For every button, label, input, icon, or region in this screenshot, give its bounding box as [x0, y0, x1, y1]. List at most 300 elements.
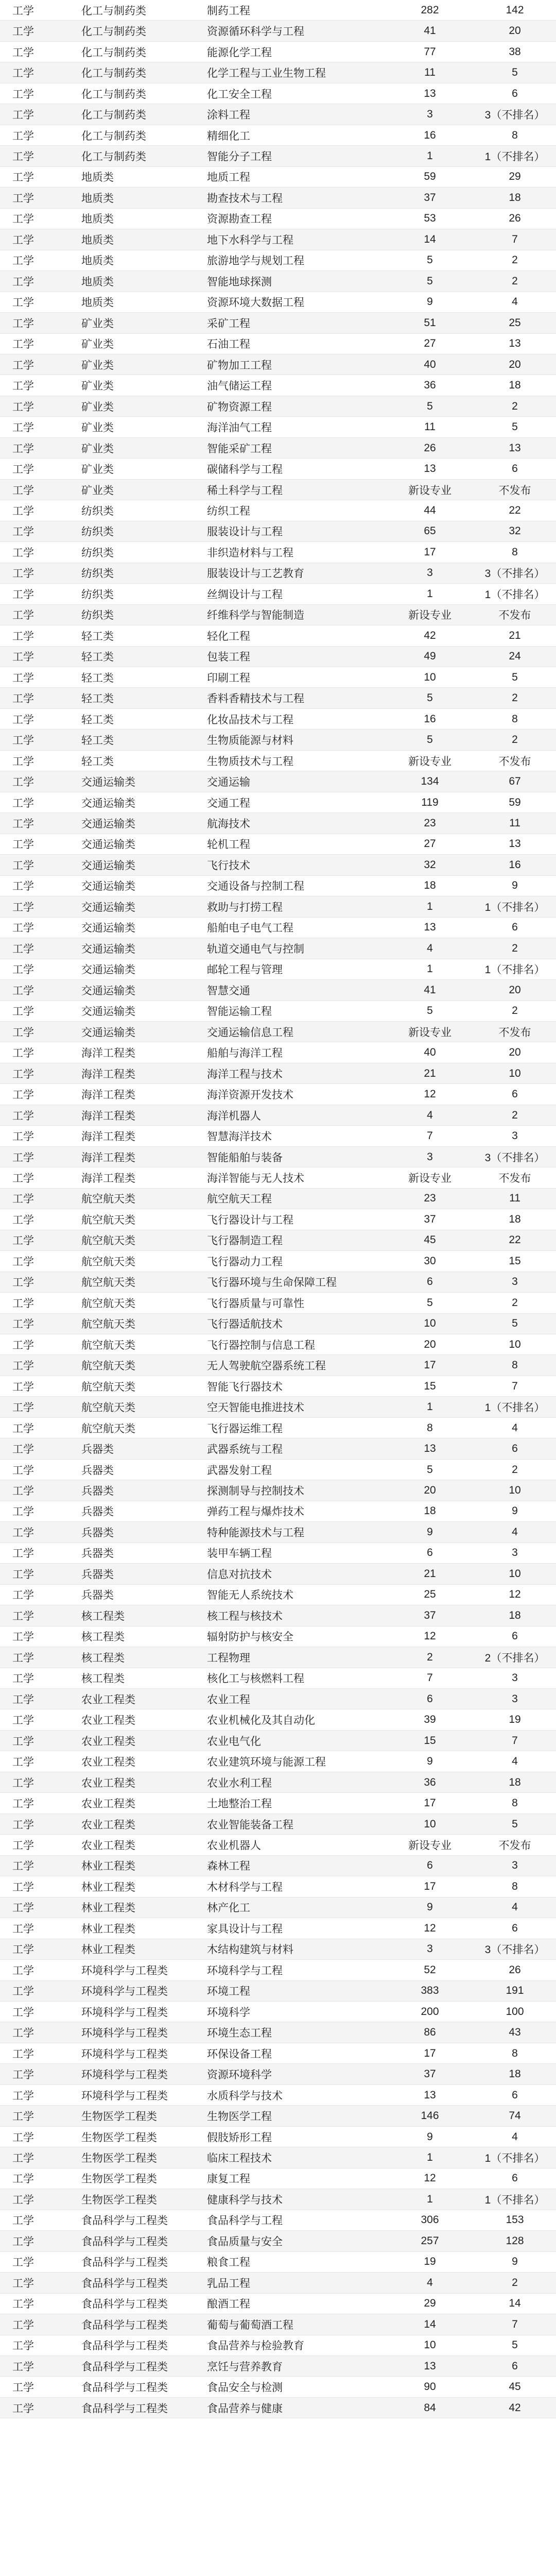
discipline-cell: 工学	[12, 151, 34, 163]
ranked-count-cell: 3	[512, 1672, 518, 1684]
major-name-cell: 装甲车辆工程	[207, 1548, 272, 1560]
major-name-cell: 林产化工	[207, 1902, 250, 1914]
category-cell: 食品科学与工程类	[81, 2402, 168, 2415]
discipline-cell: 工学	[12, 1256, 34, 1268]
table-row	[0, 688, 556, 708]
discipline-cell: 工学	[12, 2402, 34, 2415]
category-cell: 地质类	[81, 213, 114, 226]
major-name-cell: 碳储科学与工程	[207, 464, 283, 476]
major-name-cell: 非织造材料与工程	[207, 547, 293, 559]
discipline-cell: 工学	[12, 2111, 34, 2123]
category-cell: 地质类	[81, 192, 114, 205]
table-row	[0, 1751, 556, 1772]
institution-count-cell: 5	[427, 254, 433, 266]
category-cell: 食品科学与工程类	[81, 2361, 168, 2373]
major-name-cell: 化学工程与工业生物工程	[207, 67, 326, 80]
discipline-cell: 工学	[12, 46, 34, 59]
discipline-cell: 工学	[12, 1485, 34, 1498]
table-row	[0, 167, 556, 188]
institution-count-cell: 37	[424, 1609, 436, 1621]
category-cell: 交通运输类	[81, 985, 135, 997]
category-cell: 矿业类	[81, 359, 114, 371]
category-cell: 环境科学与工程类	[81, 2006, 168, 2019]
table-row	[0, 1918, 556, 1939]
category-cell: 食品科学与工程类	[81, 2382, 168, 2394]
category-cell: 交通运输类	[81, 964, 135, 976]
ranked-count-cell: 5	[512, 421, 518, 433]
discipline-cell: 工学	[12, 1777, 34, 1789]
table-row	[0, 271, 556, 292]
major-name-cell: 香料香精技术与工程	[207, 693, 304, 705]
institution-count-cell: 86	[424, 2026, 436, 2039]
category-cell: 兵器类	[81, 1527, 114, 1539]
table-row	[0, 459, 556, 479]
ranked-count-cell: 2	[512, 1296, 518, 1309]
major-name-cell: 地质工程	[207, 172, 250, 184]
ranked-count-cell: 67	[509, 775, 521, 788]
major-name-cell: 环境工程	[207, 1986, 250, 1998]
category-cell: 轻工类	[81, 755, 114, 768]
category-cell: 化工与制药类	[81, 5, 146, 17]
ranked-count-cell: 3	[512, 1692, 518, 1705]
discipline-cell: 工学	[12, 859, 34, 872]
institution-count-cell: 36	[424, 1776, 436, 1788]
discipline-cell: 工学	[12, 359, 34, 371]
ranked-count-cell: 15	[509, 1255, 521, 1267]
major-name-cell: 假肢矫形工程	[207, 2131, 272, 2144]
major-name-cell: 生物医学工程	[207, 2111, 272, 2123]
institution-count-cell: 10	[424, 1818, 436, 1830]
category-cell: 海洋工程类	[81, 1110, 135, 1122]
table-row	[0, 250, 556, 271]
institution-count-cell: 200	[421, 2005, 439, 2018]
category-cell: 交通运输类	[81, 880, 135, 893]
major-name-cell: 探测制导与控制技术	[207, 1485, 304, 1498]
discipline-cell: 工学	[12, 2090, 34, 2102]
category-cell: 航空航天类	[81, 1318, 135, 1331]
discipline-cell: 工学	[12, 922, 34, 935]
institution-count-cell: 10	[424, 671, 436, 683]
institution-count-cell: 27	[424, 337, 436, 350]
category-cell: 纺织类	[81, 568, 114, 580]
table-row	[0, 2377, 556, 2397]
institution-count-cell: 1	[427, 587, 433, 600]
category-cell: 交通运输类	[81, 839, 135, 851]
institution-count-cell: 40	[424, 1046, 436, 1059]
ranked-count-cell: 13	[509, 337, 521, 350]
discipline-cell: 工学	[12, 1589, 34, 1602]
category-cell: 核工程类	[81, 1610, 125, 1622]
discipline-cell: 工学	[12, 526, 34, 538]
institution-count-cell: 13	[424, 463, 436, 475]
ranked-count-cell: 3	[512, 1859, 518, 1872]
major-name-cell: 稀土科学与工程	[207, 484, 283, 497]
institution-count-cell: 15	[424, 1380, 436, 1392]
institution-count-cell: 3	[427, 1150, 433, 1163]
discipline-cell: 工学	[12, 1527, 34, 1539]
major-name-cell: 辐射防护与核安全	[207, 1631, 293, 1643]
institution-count-cell: 65	[424, 525, 436, 537]
major-name-cell: 食品营养与健康	[207, 2402, 283, 2415]
discipline-cell: 工学	[12, 401, 34, 413]
major-name-cell: 轮机工程	[207, 839, 250, 851]
major-name-cell: 地下水科学与工程	[207, 234, 293, 246]
table-row	[0, 2022, 556, 2043]
discipline-cell: 工学	[12, 338, 34, 351]
ranked-count-cell: 21	[509, 629, 521, 641]
major-name-cell: 智能地球探测	[207, 276, 272, 288]
discipline-cell: 工学	[12, 1297, 34, 1310]
ranked-count-cell: 3（不排名）	[484, 109, 545, 122]
ranked-count-cell: 43	[509, 2026, 521, 2039]
category-cell: 航空航天类	[81, 1235, 135, 1247]
ranked-count-cell: 19	[509, 1714, 521, 1726]
table-row	[0, 1585, 556, 1605]
major-name-cell: 生物质能源与材料	[207, 735, 293, 747]
ranked-count-cell: 1（不排名）	[484, 964, 545, 976]
table-row	[0, 584, 556, 604]
discipline-cell: 工学	[12, 797, 34, 809]
table-row	[0, 813, 556, 834]
discipline-cell: 工学	[12, 901, 34, 913]
institution-count-cell: 13	[424, 2089, 436, 2101]
major-name-cell: 家具设计与工程	[207, 1923, 283, 1935]
major-name-cell: 化妆品技术与工程	[207, 714, 293, 726]
ranked-count-cell: 3	[512, 1276, 518, 1288]
discipline-cell: 工学	[12, 2131, 34, 2144]
category-cell: 轻工类	[81, 672, 114, 684]
table-row	[0, 188, 556, 208]
major-name-cell: 农业机器人	[207, 1839, 261, 1852]
category-cell: 兵器类	[81, 1444, 114, 1456]
major-name-cell: 船舶电子电气工程	[207, 922, 293, 935]
discipline-cell: 工学	[12, 317, 34, 330]
institution-count-cell: 23	[424, 1192, 436, 1205]
institution-count-cell: 12	[424, 1630, 436, 1642]
discipline-cell: 工学	[12, 1944, 34, 1956]
major-name-cell: 乳品工程	[207, 2277, 250, 2290]
table-row	[0, 62, 556, 83]
institution-count-cell: 15	[424, 1734, 436, 1747]
table-row	[0, 1022, 556, 1042]
ranked-count-cell: 20	[509, 25, 521, 37]
category-cell: 海洋工程类	[81, 1172, 135, 1184]
table-row	[0, 1835, 556, 1855]
table-row	[0, 792, 556, 813]
table-row	[0, 1668, 556, 1689]
table-row	[0, 1501, 556, 1522]
major-name-cell: 飞行器适航技术	[207, 1318, 283, 1331]
institution-count-cell: 13	[424, 87, 436, 99]
discipline-cell: 工学	[12, 2319, 34, 2331]
major-name-cell: 智慧交通	[207, 985, 250, 997]
major-name-cell: 纺织工程	[207, 505, 250, 517]
table-row	[0, 896, 556, 917]
discipline-cell: 工学	[12, 1506, 34, 1518]
institution-count-cell: 17	[424, 1359, 436, 1371]
ranked-count-cell: 6	[512, 921, 518, 934]
institution-count-cell: 10	[424, 2339, 436, 2351]
category-cell: 地质类	[81, 276, 114, 288]
major-name-cell: 涂料工程	[207, 109, 250, 122]
discipline-cell: 工学	[12, 1172, 34, 1184]
category-cell: 矿业类	[81, 380, 114, 393]
major-name-cell: 核工程与核技术	[207, 1610, 283, 1622]
ranked-count-cell: 20	[509, 358, 521, 370]
table-row	[0, 1460, 556, 1480]
category-cell: 海洋工程类	[81, 1151, 135, 1164]
institution-count-cell: 1	[427, 2151, 433, 2164]
category-cell: 兵器类	[81, 1568, 114, 1581]
institution-count-cell: 4	[427, 1109, 433, 1121]
category-cell: 纺织类	[81, 547, 114, 559]
major-name-cell: 环境生态工程	[207, 2027, 272, 2040]
institution-count-cell: 6	[427, 1276, 433, 1288]
major-name-cell: 智能无人系统技术	[207, 1589, 293, 1602]
major-name-cell: 海洋机器人	[207, 1110, 261, 1122]
major-name-cell: 轻化工程	[207, 630, 250, 642]
category-cell: 环境科学与工程类	[81, 2069, 168, 2081]
ranked-count-cell: 1（不排名）	[484, 2194, 545, 2206]
major-name-cell: 丝绸设计与工程	[207, 588, 283, 601]
table-row	[0, 938, 556, 959]
discipline-cell: 工学	[12, 1902, 34, 1914]
category-cell: 交通运输类	[81, 922, 135, 935]
ranked-count-cell: 9	[512, 1505, 518, 1517]
ranked-count-cell: 14	[509, 2297, 521, 2310]
institution-count-cell: 新设专业	[408, 609, 451, 622]
category-cell: 兵器类	[81, 1589, 114, 1602]
ranked-count-cell: 2	[512, 1005, 518, 1017]
table-row	[0, 855, 556, 875]
ranked-count-cell: 38	[509, 45, 521, 58]
category-cell: 矿业类	[81, 464, 114, 476]
ranked-count-cell: 22	[509, 504, 521, 516]
major-name-cell: 环境科学	[207, 2006, 250, 2019]
discipline-cell: 工学	[12, 422, 34, 434]
category-cell: 海洋工程类	[81, 1068, 135, 1080]
category-cell: 交通运输类	[81, 818, 135, 831]
institution-count-cell: 9	[427, 1755, 433, 1768]
ranked-count-cell: 45	[509, 2381, 521, 2393]
ranked-count-cell: 10	[509, 1484, 521, 1497]
major-name-cell: 飞行技术	[207, 859, 250, 872]
major-name-cell: 木材科学与工程	[207, 1881, 283, 1893]
institution-count-cell: 9	[427, 296, 433, 308]
table-row	[0, 292, 556, 313]
major-name-cell: 资源勘查工程	[207, 213, 272, 226]
major-name-cell: 邮轮工程与管理	[207, 964, 283, 976]
category-cell: 林业工程类	[81, 1860, 135, 1873]
ranked-count-cell: 4	[512, 1755, 518, 1768]
discipline-cell: 工学	[12, 213, 34, 226]
institution-count-cell: 7	[427, 1130, 433, 1142]
table-row	[0, 1731, 556, 1751]
category-cell: 农业工程类	[81, 1839, 135, 1852]
discipline-cell: 工学	[12, 1986, 34, 1998]
institution-count-cell: 13	[424, 921, 436, 934]
table-row	[0, 2252, 556, 2273]
table-row	[0, 2314, 556, 2335]
category-cell: 航空航天类	[81, 1381, 135, 1393]
institution-count-cell: 84	[424, 2401, 436, 2414]
institution-count-cell: 1	[427, 963, 433, 975]
institution-count-cell: 13	[424, 2360, 436, 2372]
table-row	[0, 1272, 556, 1293]
category-cell: 航空航天类	[81, 1193, 135, 1206]
ranked-count-cell: 25	[509, 316, 521, 329]
institution-count-cell: 5	[427, 1296, 433, 1309]
major-name-cell: 矿物资源工程	[207, 401, 272, 413]
discipline-cell: 工学	[12, 776, 34, 789]
category-cell: 航空航天类	[81, 1360, 135, 1372]
institution-count-cell: 5	[427, 400, 433, 412]
major-name-cell: 农业建筑环境与能源工程	[207, 1756, 326, 1769]
category-cell: 化工与制药类	[81, 46, 146, 59]
table-row	[0, 1209, 556, 1230]
institution-count-cell: 2	[427, 1651, 433, 1663]
major-name-cell: 资源环境大数据工程	[207, 297, 304, 309]
table-row	[0, 2127, 556, 2147]
ranked-count-cell: 32	[509, 525, 521, 537]
institution-count-cell: 12	[424, 1922, 436, 1934]
table-row	[0, 2002, 556, 2022]
ranked-count-cell: 不发布	[498, 1026, 531, 1039]
institution-count-cell: 90	[424, 2381, 436, 2393]
ranked-count-cell: 26	[509, 1963, 521, 1976]
table-row	[0, 2106, 556, 2126]
institution-count-cell: 19	[424, 2256, 436, 2268]
discipline-cell: 工学	[12, 1839, 34, 1852]
table-row	[0, 2168, 556, 2189]
discipline-cell: 工学	[12, 1047, 34, 1060]
table-row	[0, 146, 556, 166]
table-row	[0, 1960, 556, 1980]
category-cell: 环境科学与工程类	[81, 2048, 168, 2060]
major-name-cell: 粮食工程	[207, 2257, 250, 2269]
ranked-count-cell: 3（不排名）	[484, 568, 545, 580]
category-cell: 化工与制药类	[81, 130, 146, 142]
major-name-cell: 海洋资源开发技术	[207, 1089, 293, 1101]
discipline-cell: 工学	[12, 1756, 34, 1769]
institution-count-cell: 新设专业	[408, 755, 451, 768]
institution-count-cell: 42	[424, 629, 436, 641]
category-cell: 地质类	[81, 255, 114, 267]
ranked-count-cell: 4	[512, 1901, 518, 1913]
category-cell: 航空航天类	[81, 1402, 135, 1414]
category-cell: 交通运输类	[81, 1026, 135, 1039]
ranked-count-cell: 74	[509, 2110, 521, 2122]
ranked-count-cell: 10	[509, 1567, 521, 1580]
table-row	[0, 83, 556, 104]
institution-count-cell: 37	[424, 191, 436, 204]
discipline-cell: 工学	[12, 192, 34, 205]
ranked-count-cell: 26	[509, 212, 521, 225]
discipline-cell: 工学	[12, 1006, 34, 1018]
table-row	[0, 1772, 556, 1793]
major-name-cell: 农业电气化	[207, 1735, 261, 1748]
discipline-cell: 工学	[12, 234, 34, 246]
major-name-cell: 水质科学与技术	[207, 2090, 283, 2102]
major-name-cell: 智能分子工程	[207, 151, 272, 163]
institution-count-cell: 37	[424, 2068, 436, 2080]
ranked-count-cell: 8	[512, 713, 518, 725]
table-row	[0, 647, 556, 667]
institution-count-cell: 146	[421, 2110, 439, 2122]
major-name-cell: 石油工程	[207, 338, 250, 351]
category-cell: 化工与制药类	[81, 151, 146, 163]
major-name-cell: 飞行器控制与信息工程	[207, 1339, 315, 1351]
discipline-cell: 工学	[12, 714, 34, 726]
category-cell: 林业工程类	[81, 1902, 135, 1914]
major-name-cell: 智能船舶与装备	[207, 1151, 283, 1164]
discipline-cell: 工学	[12, 255, 34, 267]
discipline-cell: 工学	[12, 276, 34, 288]
table-row	[0, 1814, 556, 1835]
institution-count-cell: 59	[424, 171, 436, 183]
institution-count-cell: 52	[424, 1963, 436, 1976]
table-row	[0, 2064, 556, 2084]
ranked-count-cell: 10	[509, 1067, 521, 1079]
table-row	[0, 438, 556, 459]
discipline-cell: 工学	[12, 1964, 34, 1977]
category-cell: 食品科学与工程类	[81, 2277, 168, 2290]
institution-count-cell: 119	[421, 796, 439, 808]
category-cell: 航空航天类	[81, 1339, 135, 1351]
table-row	[0, 730, 556, 750]
table-row	[0, 2398, 556, 2418]
category-cell: 核工程类	[81, 1631, 125, 1643]
institution-count-cell: 21	[424, 1567, 436, 1580]
institution-count-cell: 18	[424, 879, 436, 892]
discipline-cell: 工学	[12, 130, 34, 142]
discipline-cell: 工学	[12, 964, 34, 976]
category-cell: 兵器类	[81, 1506, 114, 1518]
major-name-cell: 化工安全工程	[207, 88, 272, 100]
major-name-cell: 飞行器设计与工程	[207, 1214, 293, 1226]
ranked-count-cell: 9	[512, 879, 518, 892]
major-name-cell: 服装设计与工艺教育	[207, 568, 304, 580]
table-row	[0, 209, 556, 229]
discipline-cell: 工学	[12, 2215, 34, 2227]
discipline-cell: 工学	[12, 1464, 34, 1477]
table-row	[0, 876, 556, 896]
category-cell: 纺织类	[81, 609, 114, 622]
table-row	[0, 1001, 556, 1022]
table-row	[0, 1480, 556, 1501]
table-row	[0, 1105, 556, 1126]
ranked-count-cell: 3	[512, 1547, 518, 1559]
major-name-cell: 油气储运工程	[207, 380, 272, 393]
major-name-cell: 飞行器环境与生命保障工程	[207, 1277, 337, 1289]
institution-count-cell: 30	[424, 1255, 436, 1267]
discipline-cell: 工学	[12, 1318, 34, 1331]
ranked-count-cell: 128	[506, 2234, 524, 2247]
major-name-cell: 交通运输	[207, 776, 250, 789]
ranked-count-cell: 7	[512, 233, 518, 245]
discipline-cell: 工学	[12, 1735, 34, 1748]
institution-count-cell: 6	[427, 1692, 433, 1705]
ranked-count-cell: 1（不排名）	[484, 1402, 545, 1414]
ranked-count-cell: 2	[512, 1109, 518, 1121]
category-cell: 化工与制药类	[81, 67, 146, 80]
ranked-count-cell: 1（不排名）	[484, 2153, 545, 2165]
institution-count-cell: 16	[424, 129, 436, 141]
ranked-count-cell: 8	[512, 1359, 518, 1371]
table-row	[0, 2294, 556, 2314]
ranked-count-cell: 42	[509, 2401, 521, 2414]
major-name-cell: 交通设备与控制工程	[207, 880, 304, 893]
